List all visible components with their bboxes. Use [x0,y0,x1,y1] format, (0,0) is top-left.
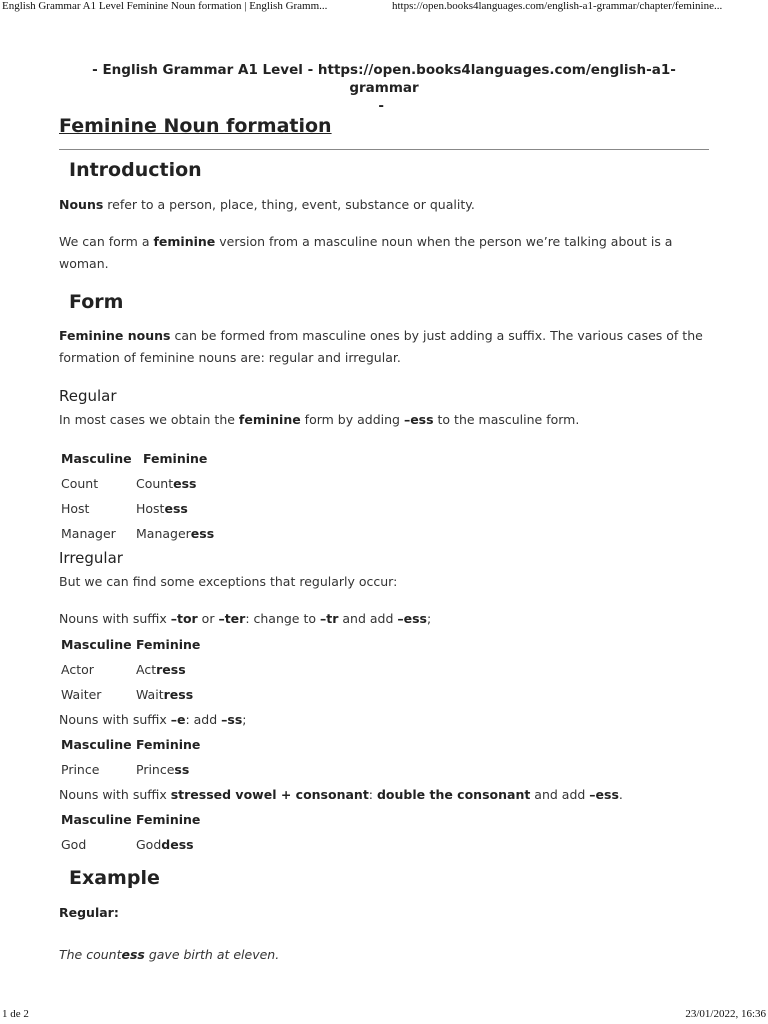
print-header-url: https://open.books4languages.com/english-a1-grammar/chapter/feminine... [392,0,723,12]
regular-p1-mid: form by adding [300,412,404,427]
intro-p1-bold: Nouns [59,197,104,212]
masculine-cell: Host [61,501,90,516]
rule3-bold: stressed vowel + consonant [170,787,369,802]
print-header-title: English Grammar A1 Level Feminine Noun formation | English Gramm... [2,0,328,12]
header-masculine: Masculine [61,737,132,752]
feminine-cell [136,526,214,541]
irregular-intro: But we can find some exceptions that regularly occur: [59,574,398,589]
feminine-cell [136,762,189,777]
print-footer [0,1008,768,1022]
form-p1-bold: Feminine nouns [59,328,171,343]
header-feminine: Feminine [136,737,201,752]
title-divider [59,149,709,150]
rule1-bold: –ess [397,611,427,626]
header-feminine: Feminine [143,451,208,466]
feminine-cell [136,501,188,516]
rule2-text: : add [185,712,222,727]
example-label [59,902,119,924]
feminine-stem: Prince [136,762,175,777]
rule1-text: : change to [245,611,320,626]
heading-form: Form [69,291,124,313]
example-pre: The count [59,947,122,962]
rule1-bold: –tr [320,611,339,626]
example-sentence [59,944,279,966]
example-sentence-text [59,947,279,962]
masculine-cell: Actor [61,662,94,677]
feminine-suffix: ess [190,526,215,541]
rule3-bold: –ess [589,787,619,802]
feminine-stem: Count [136,476,174,491]
example-post: gave birth at eleven. [144,947,280,962]
heading-irregular: Irregular [59,549,123,567]
intro-paragraph-1 [59,194,475,216]
rule1-bold: –ter [218,611,246,626]
rule1-bold: –tor [170,611,198,626]
feminine-stem: God [136,837,162,852]
intro-p2-pre: We can form a [59,234,154,249]
rule1-text: ; [426,611,432,626]
page-title: Feminine Noun formation [59,115,332,137]
intro-p1-text: refer to a person, place, thing, event, substance or quality. [103,197,475,212]
form-paragraph [59,325,709,369]
regular-p1-bold2: –ess [403,412,434,427]
site-line-dash: - [378,98,384,114]
header-feminine: Feminine [136,812,201,827]
rule2-text: ; [242,712,247,727]
page-number: 1 de 2 [2,1008,29,1020]
feminine-suffix: ress [156,662,186,677]
feminine-suffix: ess [173,476,197,491]
print-header [0,0,768,14]
heading-example: Example [69,867,160,889]
rule2-text: Nouns with suffix [59,712,171,727]
intro-p2-post: version from a masculine noun when the person we’re talking about is a woman. [59,234,673,271]
masculine-cell: Waiter [61,687,102,702]
feminine-cell [136,837,194,852]
feminine-cell [136,476,196,491]
rule3-text: Nouns with suffix [59,787,171,802]
irregular-rule-3 [59,784,623,806]
header-masculine: Masculine [61,812,132,827]
rule3-text: and add [530,787,590,802]
feminine-cell [136,687,193,702]
example-label-text: Regular: [59,905,119,920]
header-masculine: Masculine [61,451,132,466]
regular-p1-pre: In most cases we obtain the [59,412,239,427]
rule3-text: . [618,787,623,802]
rule2-bold: –ss [221,712,243,727]
feminine-cell [136,662,186,677]
masculine-cell: Manager [61,526,116,541]
rule1-text: and add [338,611,398,626]
feminine-stem: Act [136,662,157,677]
rule2-bold: –e [170,712,186,727]
feminine-stem: Host [136,501,165,516]
rule3-text: : [368,787,377,802]
heading-regular: Regular [59,387,117,405]
site-line [59,61,709,115]
feminine-suffix: ress [163,687,194,702]
site-line-text: - English Grammar A1 Level - https://open.books4languages.com/english-a1-grammar [92,62,676,96]
feminine-suffix: ss [174,762,190,777]
header-feminine: Feminine [136,637,201,652]
rule1-text: Nouns with suffix [59,611,171,626]
irregular-rule-1 [59,608,431,630]
print-timestamp: 23/01/2022, 16:36 [685,1008,766,1020]
masculine-cell: Count [61,476,99,491]
intro-paragraph-2 [59,231,709,275]
header-masculine: Masculine [61,637,132,652]
feminine-stem: Wait [136,687,164,702]
masculine-cell: God [61,837,87,852]
regular-p1-bold1: feminine [238,412,301,427]
regular-p1-post: to the masculine form. [433,412,580,427]
feminine-suffix: dess [161,837,194,852]
form-p1-text: can be formed from masculine ones by just adding a suffix. The various cases of the formation of feminine nouns are: regular and irregular. [59,328,703,365]
rule3-bold: double the consonant [376,787,531,802]
masculine-cell: Prince [61,762,100,777]
feminine-suffix: ess [164,501,188,516]
example-bold: ess [121,947,145,962]
feminine-stem: Manager [136,526,191,541]
intro-p2-bold: feminine [153,234,216,249]
heading-introduction: Introduction [69,159,202,181]
rule1-text: or [197,611,219,626]
irregular-rule-2 [59,709,247,731]
regular-paragraph [59,409,579,431]
